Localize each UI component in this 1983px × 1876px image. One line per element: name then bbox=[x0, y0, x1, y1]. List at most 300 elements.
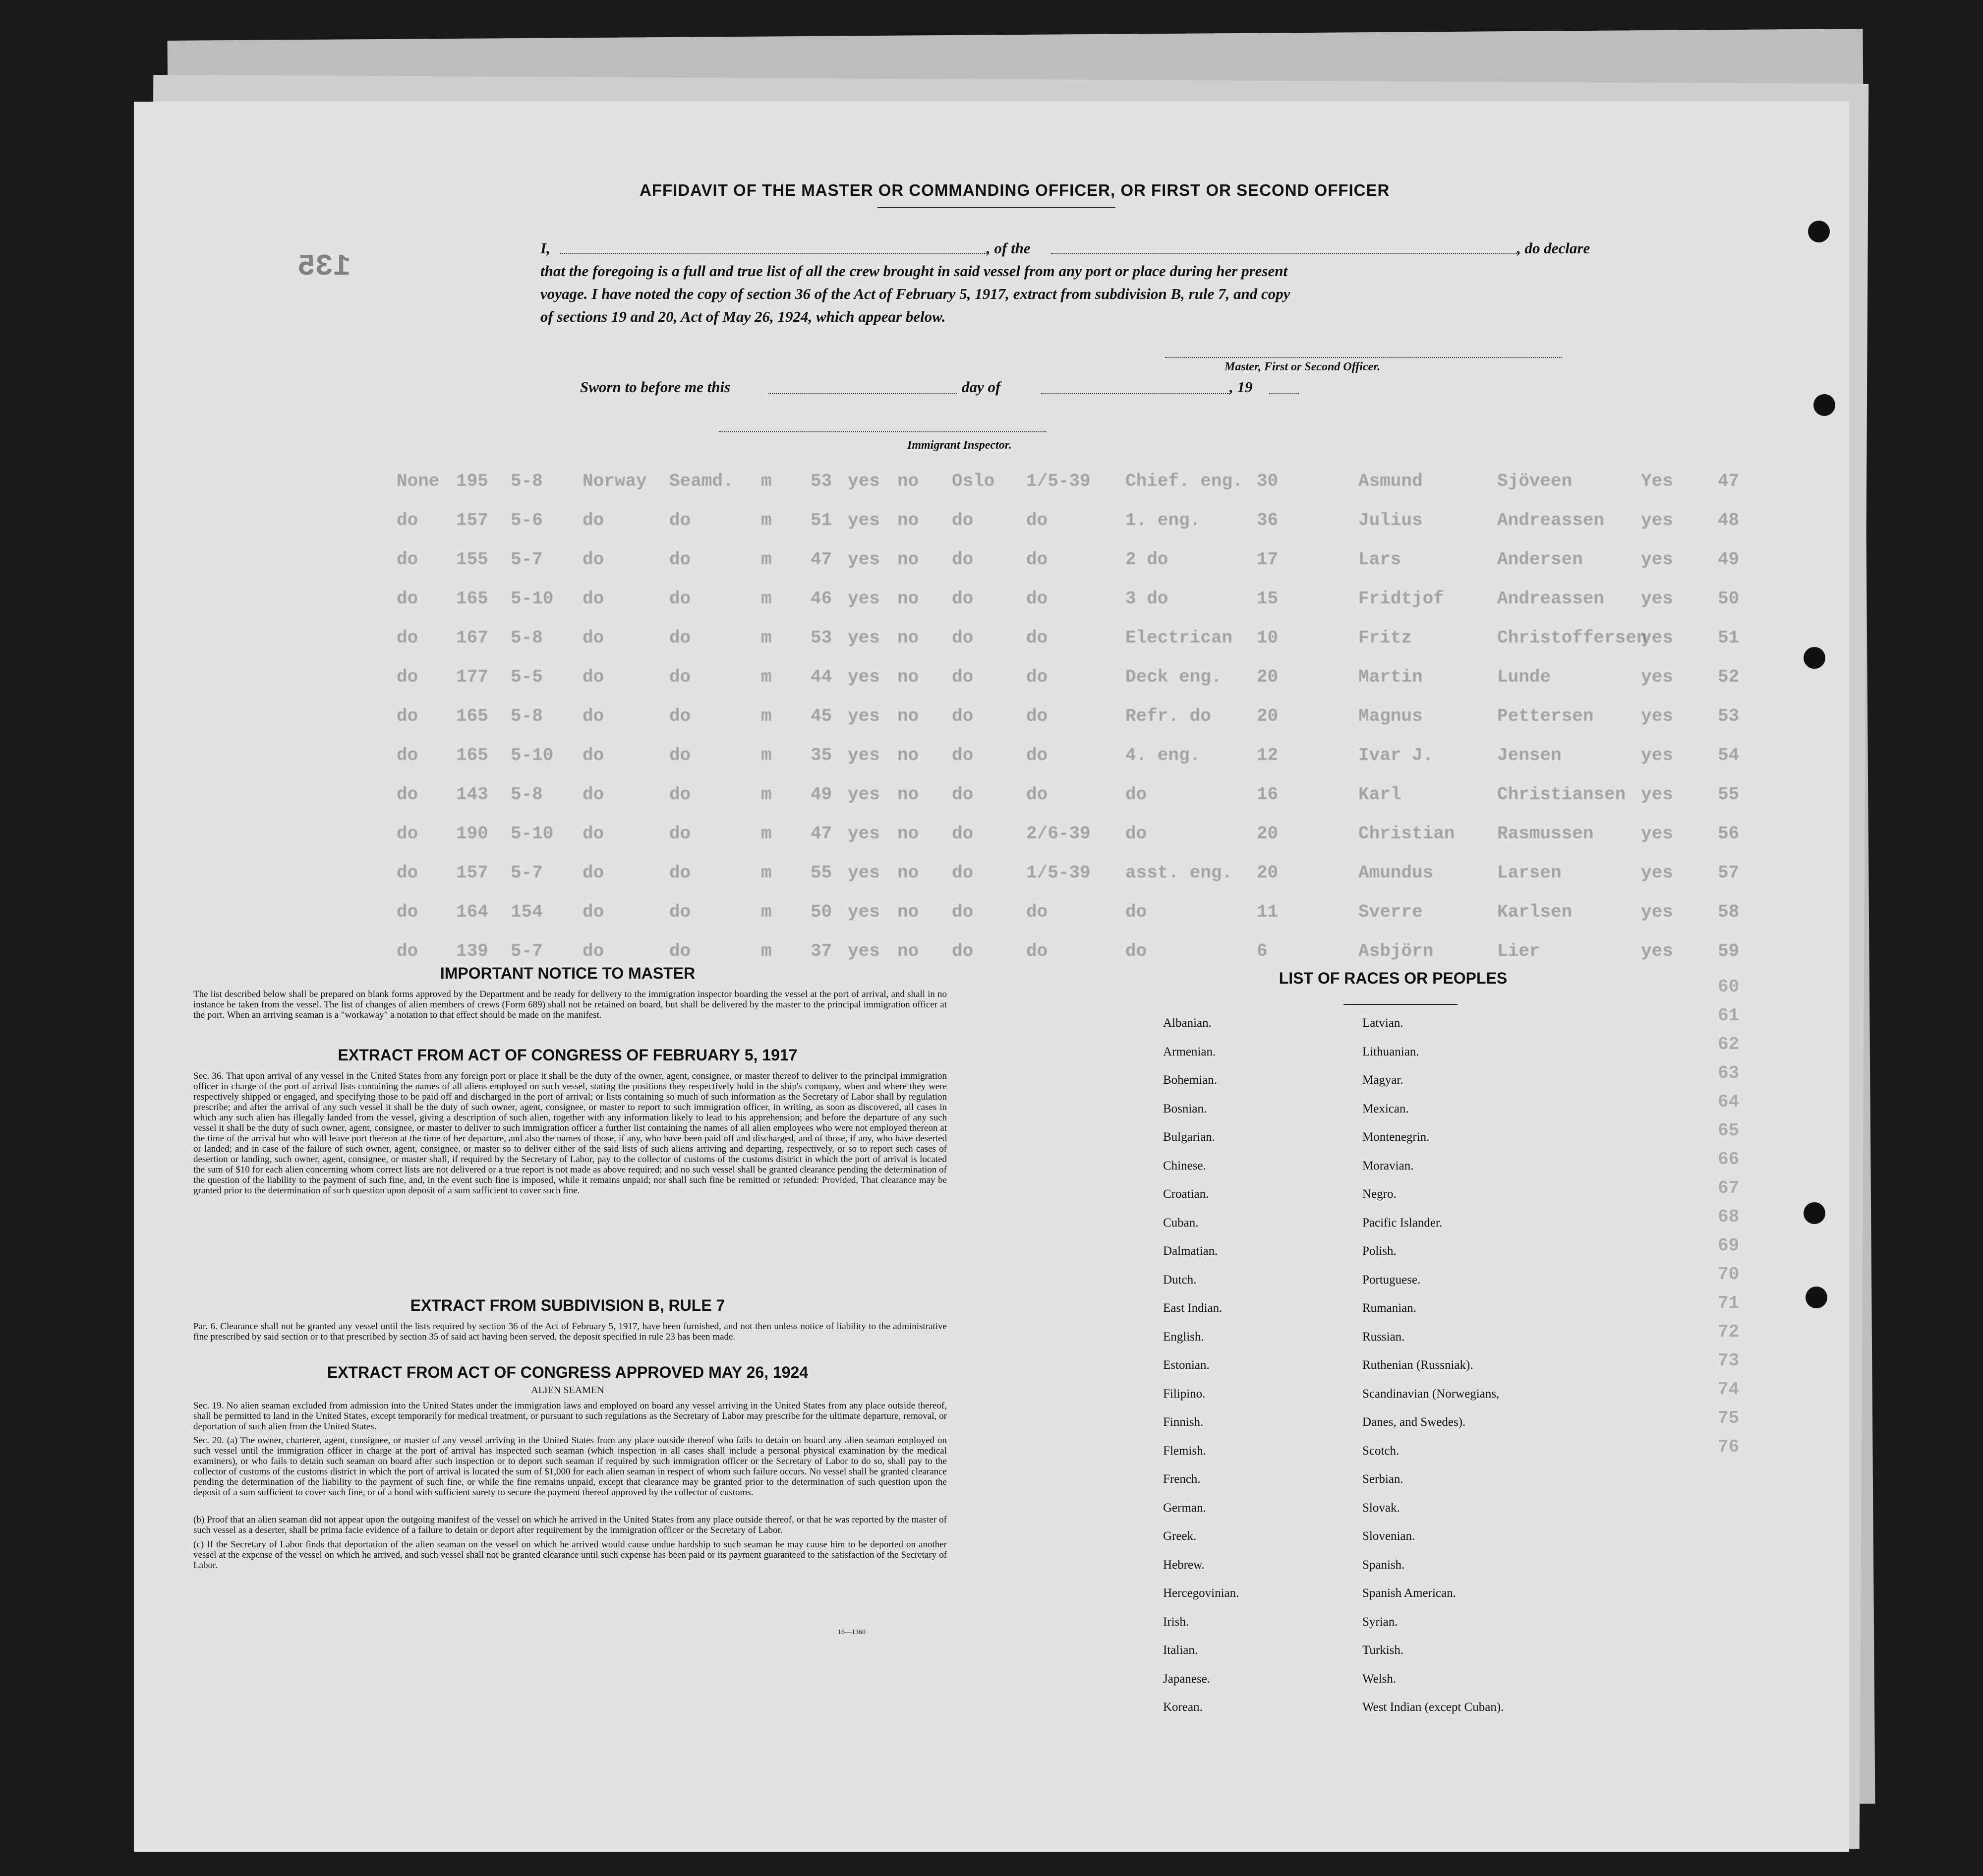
bleed-cell-w: 157 bbox=[456, 863, 488, 883]
bleed-cell-ex: do bbox=[669, 667, 691, 687]
bleed-cell-pos: Chief. eng. bbox=[1125, 471, 1243, 491]
bleed-cell-given: Martin bbox=[1358, 667, 1423, 687]
bleed-cell-a: 44 bbox=[811, 667, 832, 687]
race-item: French. bbox=[1163, 1472, 1201, 1486]
bleed-cell-s: m bbox=[761, 784, 772, 805]
title-rule bbox=[877, 207, 1115, 208]
bleed-cell-age: 20 bbox=[1257, 706, 1279, 726]
bleed-cell-pos: 4. eng. bbox=[1125, 745, 1201, 765]
bleed-cell-h: 5-5 bbox=[511, 667, 543, 687]
bleed-cell-no: 57 bbox=[1718, 863, 1740, 883]
punch-hole bbox=[1806, 1287, 1827, 1308]
bleed-through-row bbox=[134, 784, 1849, 814]
bleed-cell-nat: do bbox=[583, 902, 604, 922]
bleed-cell-w: 167 bbox=[456, 628, 488, 648]
bleed-cell-nat: do bbox=[583, 667, 604, 687]
bleed-cell-age: 20 bbox=[1257, 667, 1279, 687]
bleed-cell-date: do bbox=[1026, 941, 1048, 961]
race-item: Bosnian. bbox=[1163, 1102, 1207, 1115]
bleed-row-number: 72 bbox=[1718, 1322, 1740, 1342]
bleed-cell-x: no bbox=[897, 549, 919, 570]
bleed-cell-yes: yes bbox=[1641, 706, 1673, 726]
bleed-cell-given: Asmund bbox=[1358, 471, 1423, 491]
bleed-cell-nat: do bbox=[583, 706, 604, 726]
extract-1924-title: EXTRACT FROM ACT OF CONGRESS APPROVED MAY 26, 1924 bbox=[327, 1363, 809, 1381]
bleed-cell-r: do bbox=[397, 941, 418, 961]
race-item: Syrian. bbox=[1362, 1615, 1398, 1629]
extract-rule7-title: EXTRACT FROM SUBDIVISION B, RULE 7 bbox=[410, 1296, 725, 1314]
bleed-cell-x: no bbox=[897, 471, 919, 491]
bleed-cell-surname: Andreassen bbox=[1497, 588, 1605, 609]
bleed-cell-date: 1/5-39 bbox=[1026, 471, 1091, 491]
document-page bbox=[134, 102, 1849, 1852]
bleed-cell-a: 47 bbox=[811, 823, 832, 844]
bleed-cell-date: do bbox=[1026, 549, 1048, 570]
bleed-cell-yes: yes bbox=[1641, 863, 1673, 883]
bleed-cell-w: 165 bbox=[456, 588, 488, 609]
bleed-cell-age: 11 bbox=[1257, 902, 1279, 922]
extract-1924-sec20a: Sec. 20. (a) The owner, charterer, agent, consignee, or master of any vessel arriving in the United States from any place outside thereof who fails to detain on board any alien seaman employed on such vessel until the immigration officer in charge at the port of arrival has inspected such seaman (which inspection in all cases shall include a personal physical examination by the medical examiners), or who fails to detain such seaman on board after such inspection or to deport such seaman if required by such immigration officer or the Secretary of Labor to do so, shall pay to the collector of customs of the customs district in which the port of arrival is located the sum of $1,000 for each alien seaman in respect of whom such failure occurs. No vessel shall be granted clearance pending the determination of the liability to the payment of such fine, or while the fine remains unpaid, except that clearance may be granted prior to the determination of such question upon the deposit of a sum sufficient to cover such fine, or of a bond with sufficient surety to secure the payment thereof approved by the collector of customs. bbox=[193, 1435, 947, 1498]
race-item: Bohemian. bbox=[1163, 1073, 1218, 1087]
bleed-cell-given: Karl bbox=[1358, 784, 1401, 805]
bleed-cell-a: 51 bbox=[811, 510, 832, 530]
bleed-row-number: 75 bbox=[1718, 1408, 1740, 1428]
bleed-cell-port: do bbox=[952, 941, 974, 961]
bleed-cell-ex: do bbox=[669, 588, 691, 609]
bleed-cell-yes: yes bbox=[1641, 784, 1673, 805]
race-item: Hebrew. bbox=[1163, 1558, 1205, 1572]
of-the-label: , of the bbox=[987, 239, 1031, 257]
bleed-through-row bbox=[134, 745, 1849, 775]
bleed-cell-given: Fritz bbox=[1358, 628, 1412, 648]
bleed-cell-x: no bbox=[897, 863, 919, 883]
bleed-row-number: 71 bbox=[1718, 1293, 1740, 1313]
bleed-cell-s: m bbox=[761, 588, 772, 609]
day-line bbox=[768, 393, 957, 394]
extract-1924-sec20b: (b) Proof that an alien seaman did not appear upon the outgoing manifest of the vessel on which he arrived in the United States from any place outside thereof, or that he was reported by the master of such vessel as a deserter, shall be prima facie evidence of a failure to detain or deport after requirement by the immigration officer or the Secretary of Labor. bbox=[193, 1515, 947, 1535]
bleed-cell-given: Asbjörn bbox=[1358, 941, 1434, 961]
bleed-cell-date: do bbox=[1026, 902, 1048, 922]
bleed-cell-port: do bbox=[952, 784, 974, 805]
race-item: Bulgarian. bbox=[1163, 1130, 1215, 1144]
bleed-cell-surname: Rasmussen bbox=[1497, 823, 1594, 844]
bleed-cell-port: do bbox=[952, 588, 974, 609]
bleed-cell-no: 55 bbox=[1718, 784, 1740, 805]
extract-1924-subtitle: ALIEN SEAMEN bbox=[531, 1385, 604, 1396]
bleed-row-number: 76 bbox=[1718, 1437, 1740, 1457]
bleed-cell-w: 157 bbox=[456, 510, 488, 530]
bleed-cell-age: 36 bbox=[1257, 510, 1279, 530]
bleed-row-number: 61 bbox=[1718, 1005, 1740, 1026]
bleed-cell-x: no bbox=[897, 628, 919, 648]
master-signature-line bbox=[1165, 357, 1562, 358]
bleed-cell-w: 139 bbox=[456, 941, 488, 961]
bleed-cell-r: do bbox=[397, 549, 418, 570]
bleed-cell-x: no bbox=[897, 745, 919, 765]
bleed-cell-r: do bbox=[397, 628, 418, 648]
bleed-cell-h: 5-7 bbox=[511, 941, 543, 961]
bleed-cell-pos: Electrican bbox=[1125, 628, 1233, 648]
bleed-row-number: 65 bbox=[1718, 1120, 1740, 1141]
race-item: Estonian. bbox=[1163, 1358, 1210, 1372]
race-item: Korean. bbox=[1163, 1700, 1203, 1714]
bleed-cell-x: no bbox=[897, 588, 919, 609]
bleed-cell-age: 16 bbox=[1257, 784, 1279, 805]
race-item: Filipino. bbox=[1163, 1387, 1206, 1401]
bleed-cell-no: 50 bbox=[1718, 588, 1740, 609]
bleed-cell-r: do bbox=[397, 902, 418, 922]
race-item: Finnish. bbox=[1163, 1415, 1204, 1429]
bleed-cell-r: do bbox=[397, 863, 418, 883]
race-item: Chinese. bbox=[1163, 1159, 1206, 1172]
punch-hole bbox=[1813, 394, 1835, 416]
bleed-cell-a: 49 bbox=[811, 784, 832, 805]
bleed-cell-nat: do bbox=[583, 628, 604, 648]
bleed-cell-y: yes bbox=[848, 510, 880, 530]
race-item: Welsh. bbox=[1362, 1672, 1397, 1686]
name-line bbox=[560, 253, 987, 254]
bleed-through-row bbox=[134, 471, 1849, 501]
race-item: Spanish American. bbox=[1362, 1586, 1456, 1600]
bleed-cell-y: yes bbox=[848, 823, 880, 844]
bleed-cell-date: do bbox=[1026, 784, 1048, 805]
race-item: Pacific Islander. bbox=[1362, 1216, 1443, 1230]
race-item: Portuguese. bbox=[1362, 1273, 1421, 1287]
bleed-cell-no: 59 bbox=[1718, 941, 1740, 961]
bleed-cell-no: 53 bbox=[1718, 706, 1740, 726]
inspector-signature-line bbox=[719, 431, 1046, 432]
bleed-cell-h: 5-7 bbox=[511, 863, 543, 883]
bleed-cell-age: 30 bbox=[1257, 471, 1279, 491]
bleed-cell-date: do bbox=[1026, 745, 1048, 765]
bleed-cell-s: m bbox=[761, 902, 772, 922]
race-item: German. bbox=[1163, 1501, 1206, 1515]
bleed-cell-h: 5-8 bbox=[511, 706, 543, 726]
bleed-cell-s: m bbox=[761, 863, 772, 883]
bleed-cell-port: do bbox=[952, 902, 974, 922]
bleed-through-row bbox=[134, 863, 1849, 892]
bleed-cell-y: yes bbox=[848, 706, 880, 726]
bleed-cell-y: yes bbox=[848, 667, 880, 687]
bleed-cell-r: do bbox=[397, 823, 418, 844]
bleed-cell-yes: yes bbox=[1641, 588, 1673, 609]
bleed-cell-r: do bbox=[397, 784, 418, 805]
races-rule bbox=[1343, 1004, 1458, 1005]
bleed-cell-given: Julius bbox=[1358, 510, 1423, 530]
bleed-cell-s: m bbox=[761, 941, 772, 961]
bleed-row-number: 60 bbox=[1718, 977, 1740, 997]
race-item: Hercegovinian. bbox=[1163, 1586, 1239, 1600]
bleed-cell-surname: Karlsen bbox=[1497, 902, 1573, 922]
bleed-cell-no: 52 bbox=[1718, 667, 1740, 687]
bleed-cell-r: do bbox=[397, 667, 418, 687]
form-number: 16—1360 bbox=[838, 1629, 866, 1636]
affidavit-line-3: voyage. I have noted the copy of section 36 of the Act of February 5, 1917, extract from subdivision B, rule 7, and copy bbox=[540, 285, 1290, 302]
bleed-cell-yes: yes bbox=[1641, 549, 1673, 570]
bleed-cell-port: Oslo bbox=[952, 471, 995, 491]
do-declare-label: , do declare bbox=[1517, 239, 1590, 257]
bleed-cell-date: do bbox=[1026, 706, 1048, 726]
race-item: Greek. bbox=[1163, 1529, 1197, 1543]
bleed-cell-s: m bbox=[761, 667, 772, 687]
race-item: Italian. bbox=[1163, 1643, 1198, 1657]
bleed-through-row bbox=[134, 667, 1849, 697]
bleed-through-row bbox=[134, 588, 1849, 618]
bleed-cell-a: 50 bbox=[811, 902, 832, 922]
affidavit-line-2: that the foregoing is a full and true list of all the crew brought in said vessel from any port or place during her present bbox=[540, 262, 1288, 280]
bleed-cell-nat: do bbox=[583, 941, 604, 961]
race-item: Scandinavian (Norwegians, bbox=[1362, 1387, 1500, 1401]
bleed-cell-y: yes bbox=[848, 588, 880, 609]
bleed-cell-h: 5-10 bbox=[511, 588, 554, 609]
bleed-cell-ex: do bbox=[669, 549, 691, 570]
bleed-cell-y: yes bbox=[848, 863, 880, 883]
bleed-cell-s: m bbox=[761, 628, 772, 648]
bleed-cell-s: m bbox=[761, 510, 772, 530]
bleed-cell-age: 6 bbox=[1257, 941, 1268, 961]
bleed-cell-y: yes bbox=[848, 902, 880, 922]
bleed-cell-h: 5-10 bbox=[511, 823, 554, 844]
affidavit-title: AFFIDAVIT OF THE MASTER OR COMMANDING OFFICER, OR FIRST OR SECOND OFFICER bbox=[640, 181, 1390, 199]
bleed-cell-y: yes bbox=[848, 549, 880, 570]
bleed-cell-ex: do bbox=[669, 628, 691, 648]
bleed-cell-pos: Deck eng. bbox=[1125, 667, 1222, 687]
bleed-cell-surname: Sjöveen bbox=[1497, 471, 1573, 491]
bleed-cell-pos: do bbox=[1125, 941, 1147, 961]
bleed-cell-x: no bbox=[897, 667, 919, 687]
bleed-through-row bbox=[134, 628, 1849, 657]
bleed-cell-yes: Yes bbox=[1641, 471, 1673, 491]
bleed-through-row bbox=[134, 549, 1849, 579]
race-item: Armenian. bbox=[1163, 1045, 1216, 1058]
bleed-cell-port: do bbox=[952, 706, 974, 726]
bleed-cell-no: 49 bbox=[1718, 549, 1740, 570]
race-item: Mexican. bbox=[1362, 1102, 1409, 1115]
bleed-cell-a: 46 bbox=[811, 588, 832, 609]
bleed-cell-a: 55 bbox=[811, 863, 832, 883]
bleed-row-number: 62 bbox=[1718, 1034, 1740, 1055]
bleed-cell-given: Fridtjof bbox=[1358, 588, 1444, 609]
bleed-cell-surname: Christoffersen bbox=[1497, 628, 1647, 648]
i-label: I, bbox=[540, 239, 550, 257]
race-item: Japanese. bbox=[1163, 1672, 1211, 1686]
race-item: Ruthenian (Russniak). bbox=[1362, 1358, 1473, 1372]
bleed-cell-x: no bbox=[897, 706, 919, 726]
bleed-cell-x: no bbox=[897, 902, 919, 922]
bleed-cell-h: 5-7 bbox=[511, 549, 543, 570]
race-item: English. bbox=[1163, 1330, 1204, 1344]
bleed-cell-h: 5-10 bbox=[511, 745, 554, 765]
bleed-cell-w: 164 bbox=[456, 902, 488, 922]
bleed-cell-a: 37 bbox=[811, 941, 832, 961]
extract-1924-sec20c: (c) If the Secretary of Labor finds that deportation of the alien seaman on the vessel on which he arrived would cause undue hardship to such seaman he may cause him to be deported on another vessel at the expense of the vessel on which he arrived, and such vessel shall not be granted clearance until such expense has been paid or its payment guaranteed to the satisfaction of the Secretary of Labor. bbox=[193, 1539, 947, 1571]
bleed-row-number: 67 bbox=[1718, 1178, 1740, 1198]
bleed-cell-w: 195 bbox=[456, 471, 488, 491]
race-item: Polish. bbox=[1362, 1244, 1397, 1258]
bleed-cell-yes: yes bbox=[1641, 902, 1673, 922]
year-label: , 19 bbox=[1229, 378, 1253, 396]
bleed-cell-ex: do bbox=[669, 706, 691, 726]
bleed-row-number: 66 bbox=[1718, 1149, 1740, 1170]
bleed-cell-given: Christian bbox=[1358, 823, 1455, 844]
bleed-cell-y: yes bbox=[848, 941, 880, 961]
bleed-cell-port: do bbox=[952, 628, 974, 648]
bleed-cell-date: 1/5-39 bbox=[1026, 863, 1091, 883]
bleed-cell-h: 5-6 bbox=[511, 510, 543, 530]
bleed-cell-r: do bbox=[397, 588, 418, 609]
bleed-cell-x: no bbox=[897, 510, 919, 530]
bleed-cell-pos: do bbox=[1125, 784, 1147, 805]
race-item: Turkish. bbox=[1362, 1643, 1404, 1657]
bleed-cell-ex: do bbox=[669, 745, 691, 765]
race-item: Slovenian. bbox=[1362, 1529, 1415, 1543]
extract-1924-sec19: Sec. 19. No alien seaman excluded from admission into the United States under the immigration laws and employed on board any vessel arriving in the United States from any place outside thereof, shall be permitted to land in the United States, except temporarily for medical treatment, or pursuant to such regulations as the Secretary of Labor may prescribe for the ultimate departure, removal, or deportation of such alien from the United States. bbox=[193, 1401, 947, 1432]
bleed-row-number: 69 bbox=[1718, 1235, 1740, 1256]
bleed-cell-no: 56 bbox=[1718, 823, 1740, 844]
vessel-line bbox=[1051, 253, 1517, 254]
bleed-cell-given: Ivar J. bbox=[1358, 745, 1434, 765]
bleed-cell-y: yes bbox=[848, 628, 880, 648]
bleed-cell-x: no bbox=[897, 784, 919, 805]
bleed-cell-no: 54 bbox=[1718, 745, 1740, 765]
bleed-cell-ex: do bbox=[669, 510, 691, 530]
bleed-cell-h: 5-8 bbox=[511, 471, 543, 491]
bleed-cell-a: 35 bbox=[811, 745, 832, 765]
bleed-cell-nat: do bbox=[583, 588, 604, 609]
bleed-cell-no: 58 bbox=[1718, 902, 1740, 922]
bleed-cell-port: do bbox=[952, 863, 974, 883]
affidavit-line-4: of sections 19 and 20, Act of May 26, 1924, which appear below. bbox=[540, 308, 946, 325]
bleed-cell-h: 154 bbox=[511, 902, 543, 922]
bleed-cell-surname: Pettersen bbox=[1497, 706, 1594, 726]
bleed-cell-surname: Andreassen bbox=[1497, 510, 1605, 530]
race-item: Flemish. bbox=[1163, 1444, 1206, 1458]
bleed-cell-given: Magnus bbox=[1358, 706, 1423, 726]
race-item: Lithuanian. bbox=[1362, 1045, 1419, 1058]
extract-1917-text: Sec. 36. That upon arrival of any vessel in the United States from any foreign port or place it shall be the duty of the owner, agent, consignee, or master thereof to deliver to the principal immigration officer in charge of the port of arrival lists containing the names of all aliens employed on such vessel, stating the positions they respectively hold in the ship's company, when and where they were respectively shipped or engaged, and specifying those to be paid off and discharged in the port of arrival; or lists containing so much of such information as the Secretary of Labor shall by regulation prescribe; and after the arrival of any such vessel it shall be the duty of such owner, agent, consignee, or master to report to such immigration officer, in writing, as soon as discovered, all cases in which any such alien has illegally landed from the vessel, giving a description of such alien, together with any information likely to lead to his apprehension; and before the departure of any such vessel it shall be the duty of such owner, agent, consignee, or master to deliver to such immigration officer a further list containing the names of all alien employees who were not employed thereon at the time of the arrival but who will leave port thereon at the time of her departure, and also the names of those, if any, who have been paid off and discharged, and of those, if any, who have deserted or landed; and in case of the failure of such owner, agent, consignee, or master so to deliver either of the said lists of such aliens arriving and departing, respectively, or so to report such cases of desertion or landing, such owner, agent, consignee, or master shall, if required by the Secretary of Labor, pay to the collector of customs of the customs district in which the port of arrival is located the sum of $10 for each alien concerning whom correct lists are not delivered or a true report is not made as above required; and no such vessel shall be granted clearance pending the determination of the question of the liability to the payment of such fine, and, in the event such fine is imposed, while it remains unpaid; nor shall such fine be remitted or refunded: Provided, That clearance may be granted prior to the determination of such question upon deposit of a sum sufficient to cover such fine. bbox=[193, 1071, 947, 1196]
bleed-cell-nat: do bbox=[583, 823, 604, 844]
sworn-label: Sworn to before me this bbox=[580, 378, 731, 396]
bleed-through-row bbox=[134, 510, 1849, 540]
bleed-cell-y: yes bbox=[848, 745, 880, 765]
bleed-cell-surname: Lunde bbox=[1497, 667, 1551, 687]
bleed-cell-ex: do bbox=[669, 823, 691, 844]
bleed-cell-surname: Larsen bbox=[1497, 863, 1562, 883]
bleed-cell-yes: yes bbox=[1641, 745, 1673, 765]
bleed-row-number: 73 bbox=[1718, 1350, 1740, 1371]
stamp-number: 135 bbox=[297, 250, 351, 284]
race-item: Russian. bbox=[1362, 1330, 1405, 1344]
bleed-cell-date: 2/6-39 bbox=[1026, 823, 1091, 844]
bleed-cell-port: do bbox=[952, 549, 974, 570]
bleed-cell-pos: 3 do bbox=[1125, 588, 1168, 609]
bleed-cell-pos: asst. eng. bbox=[1125, 863, 1233, 883]
bleed-cell-surname: Christiansen bbox=[1497, 784, 1626, 805]
bleed-cell-yes: yes bbox=[1641, 823, 1673, 844]
bleed-cell-no: 47 bbox=[1718, 471, 1740, 491]
bleed-cell-s: m bbox=[761, 549, 772, 570]
bleed-through-row bbox=[134, 902, 1849, 932]
bleed-cell-s: m bbox=[761, 706, 772, 726]
bleed-cell-s: m bbox=[761, 823, 772, 844]
bleed-row-number: 70 bbox=[1718, 1264, 1740, 1285]
bleed-cell-ex: do bbox=[669, 941, 691, 961]
race-item: Albanian. bbox=[1163, 1016, 1212, 1030]
notice-title: IMPORTANT NOTICE TO MASTER bbox=[440, 964, 696, 982]
race-item: Croatian. bbox=[1163, 1187, 1209, 1201]
bleed-cell-no: 48 bbox=[1718, 510, 1740, 530]
extract-rule7-text: Par. 6. Clearance shall not be granted any vessel until the lists required by section 36 of the Act of February 5, 1917, have been furnished, and not then unless notice of liability to the administrative fine prescribed by said section or to that prescribed by section 35 of said act having been served, the deposit specified in rule 23 has been made. bbox=[193, 1321, 947, 1342]
bleed-cell-yes: yes bbox=[1641, 510, 1673, 530]
bleed-cell-nat: do bbox=[583, 510, 604, 530]
month-line bbox=[1041, 393, 1229, 394]
bleed-cell-a: 53 bbox=[811, 628, 832, 648]
bleed-cell-w: 165 bbox=[456, 706, 488, 726]
bleed-cell-ex: do bbox=[669, 863, 691, 883]
bleed-through-row bbox=[134, 823, 1849, 853]
bleed-cell-pos: Refr. do bbox=[1125, 706, 1211, 726]
year-line bbox=[1269, 393, 1299, 394]
bleed-cell-pos: 1. eng. bbox=[1125, 510, 1201, 530]
bleed-cell-x: no bbox=[897, 823, 919, 844]
race-item: Irish. bbox=[1163, 1615, 1189, 1629]
race-item: Negro. bbox=[1362, 1187, 1397, 1201]
bleed-cell-given: Lars bbox=[1358, 549, 1401, 570]
bleed-cell-no: 51 bbox=[1718, 628, 1740, 648]
bleed-cell-r: None bbox=[397, 471, 440, 491]
notice-text: The list described below shall be prepared on blank forms approved by the Department and be ready for delivery to the immigration inspector boarding the vessel at the port of arrival, and shall in no instance be taken from the vessel. The list of changes of alien members of crews (Form 689) shall not be retained on board, but shall be delivered by the master to the principal immigration officer at the port. When an arriving seaman is a "workaway" a notation to that effect should be made on the manifest. bbox=[193, 989, 947, 1020]
bleed-cell-given: Sverre bbox=[1358, 902, 1423, 922]
bleed-cell-w: 155 bbox=[456, 549, 488, 570]
bleed-cell-age: 20 bbox=[1257, 863, 1279, 883]
race-item: Slovak. bbox=[1362, 1501, 1400, 1515]
bleed-cell-a: 53 bbox=[811, 471, 832, 491]
bleed-cell-r: do bbox=[397, 510, 418, 530]
punch-hole bbox=[1808, 221, 1830, 242]
bleed-cell-w: 190 bbox=[456, 823, 488, 844]
bleed-cell-age: 10 bbox=[1257, 628, 1279, 648]
punch-hole bbox=[1804, 1202, 1825, 1224]
extract-1917-title: EXTRACT FROM ACT OF CONGRESS OF FEBRUARY 5, 1917 bbox=[338, 1046, 798, 1064]
race-item: Spanish. bbox=[1362, 1558, 1405, 1572]
bleed-cell-age: 12 bbox=[1257, 745, 1279, 765]
race-item: Montenegrin. bbox=[1362, 1130, 1430, 1144]
bleed-through-row bbox=[134, 706, 1849, 736]
bleed-cell-a: 47 bbox=[811, 549, 832, 570]
bleed-row-number: 68 bbox=[1718, 1207, 1740, 1227]
bleed-cell-age: 15 bbox=[1257, 588, 1279, 609]
bleed-cell-y: yes bbox=[848, 784, 880, 805]
bleed-cell-port: do bbox=[952, 823, 974, 844]
bleed-cell-date: do bbox=[1026, 628, 1048, 648]
race-item: Latvian. bbox=[1362, 1016, 1403, 1030]
race-item: Danes, and Swedes). bbox=[1362, 1415, 1466, 1429]
race-item: Rumanian. bbox=[1362, 1301, 1417, 1315]
bleed-cell-age: 20 bbox=[1257, 823, 1279, 844]
bleed-cell-pos: do bbox=[1125, 902, 1147, 922]
bleed-cell-surname: Andersen bbox=[1497, 549, 1583, 570]
bleed-cell-r: do bbox=[397, 706, 418, 726]
race-item: West Indian (except Cuban). bbox=[1362, 1700, 1504, 1714]
race-item: Magyar. bbox=[1362, 1073, 1403, 1087]
race-item: Scotch. bbox=[1362, 1444, 1400, 1458]
bleed-cell-date: do bbox=[1026, 588, 1048, 609]
bleed-cell-y: yes bbox=[848, 471, 880, 491]
bleed-cell-w: 165 bbox=[456, 745, 488, 765]
bleed-cell-nat: Norway bbox=[583, 471, 647, 491]
bleed-cell-w: 177 bbox=[456, 667, 488, 687]
bleed-cell-yes: yes bbox=[1641, 628, 1673, 648]
